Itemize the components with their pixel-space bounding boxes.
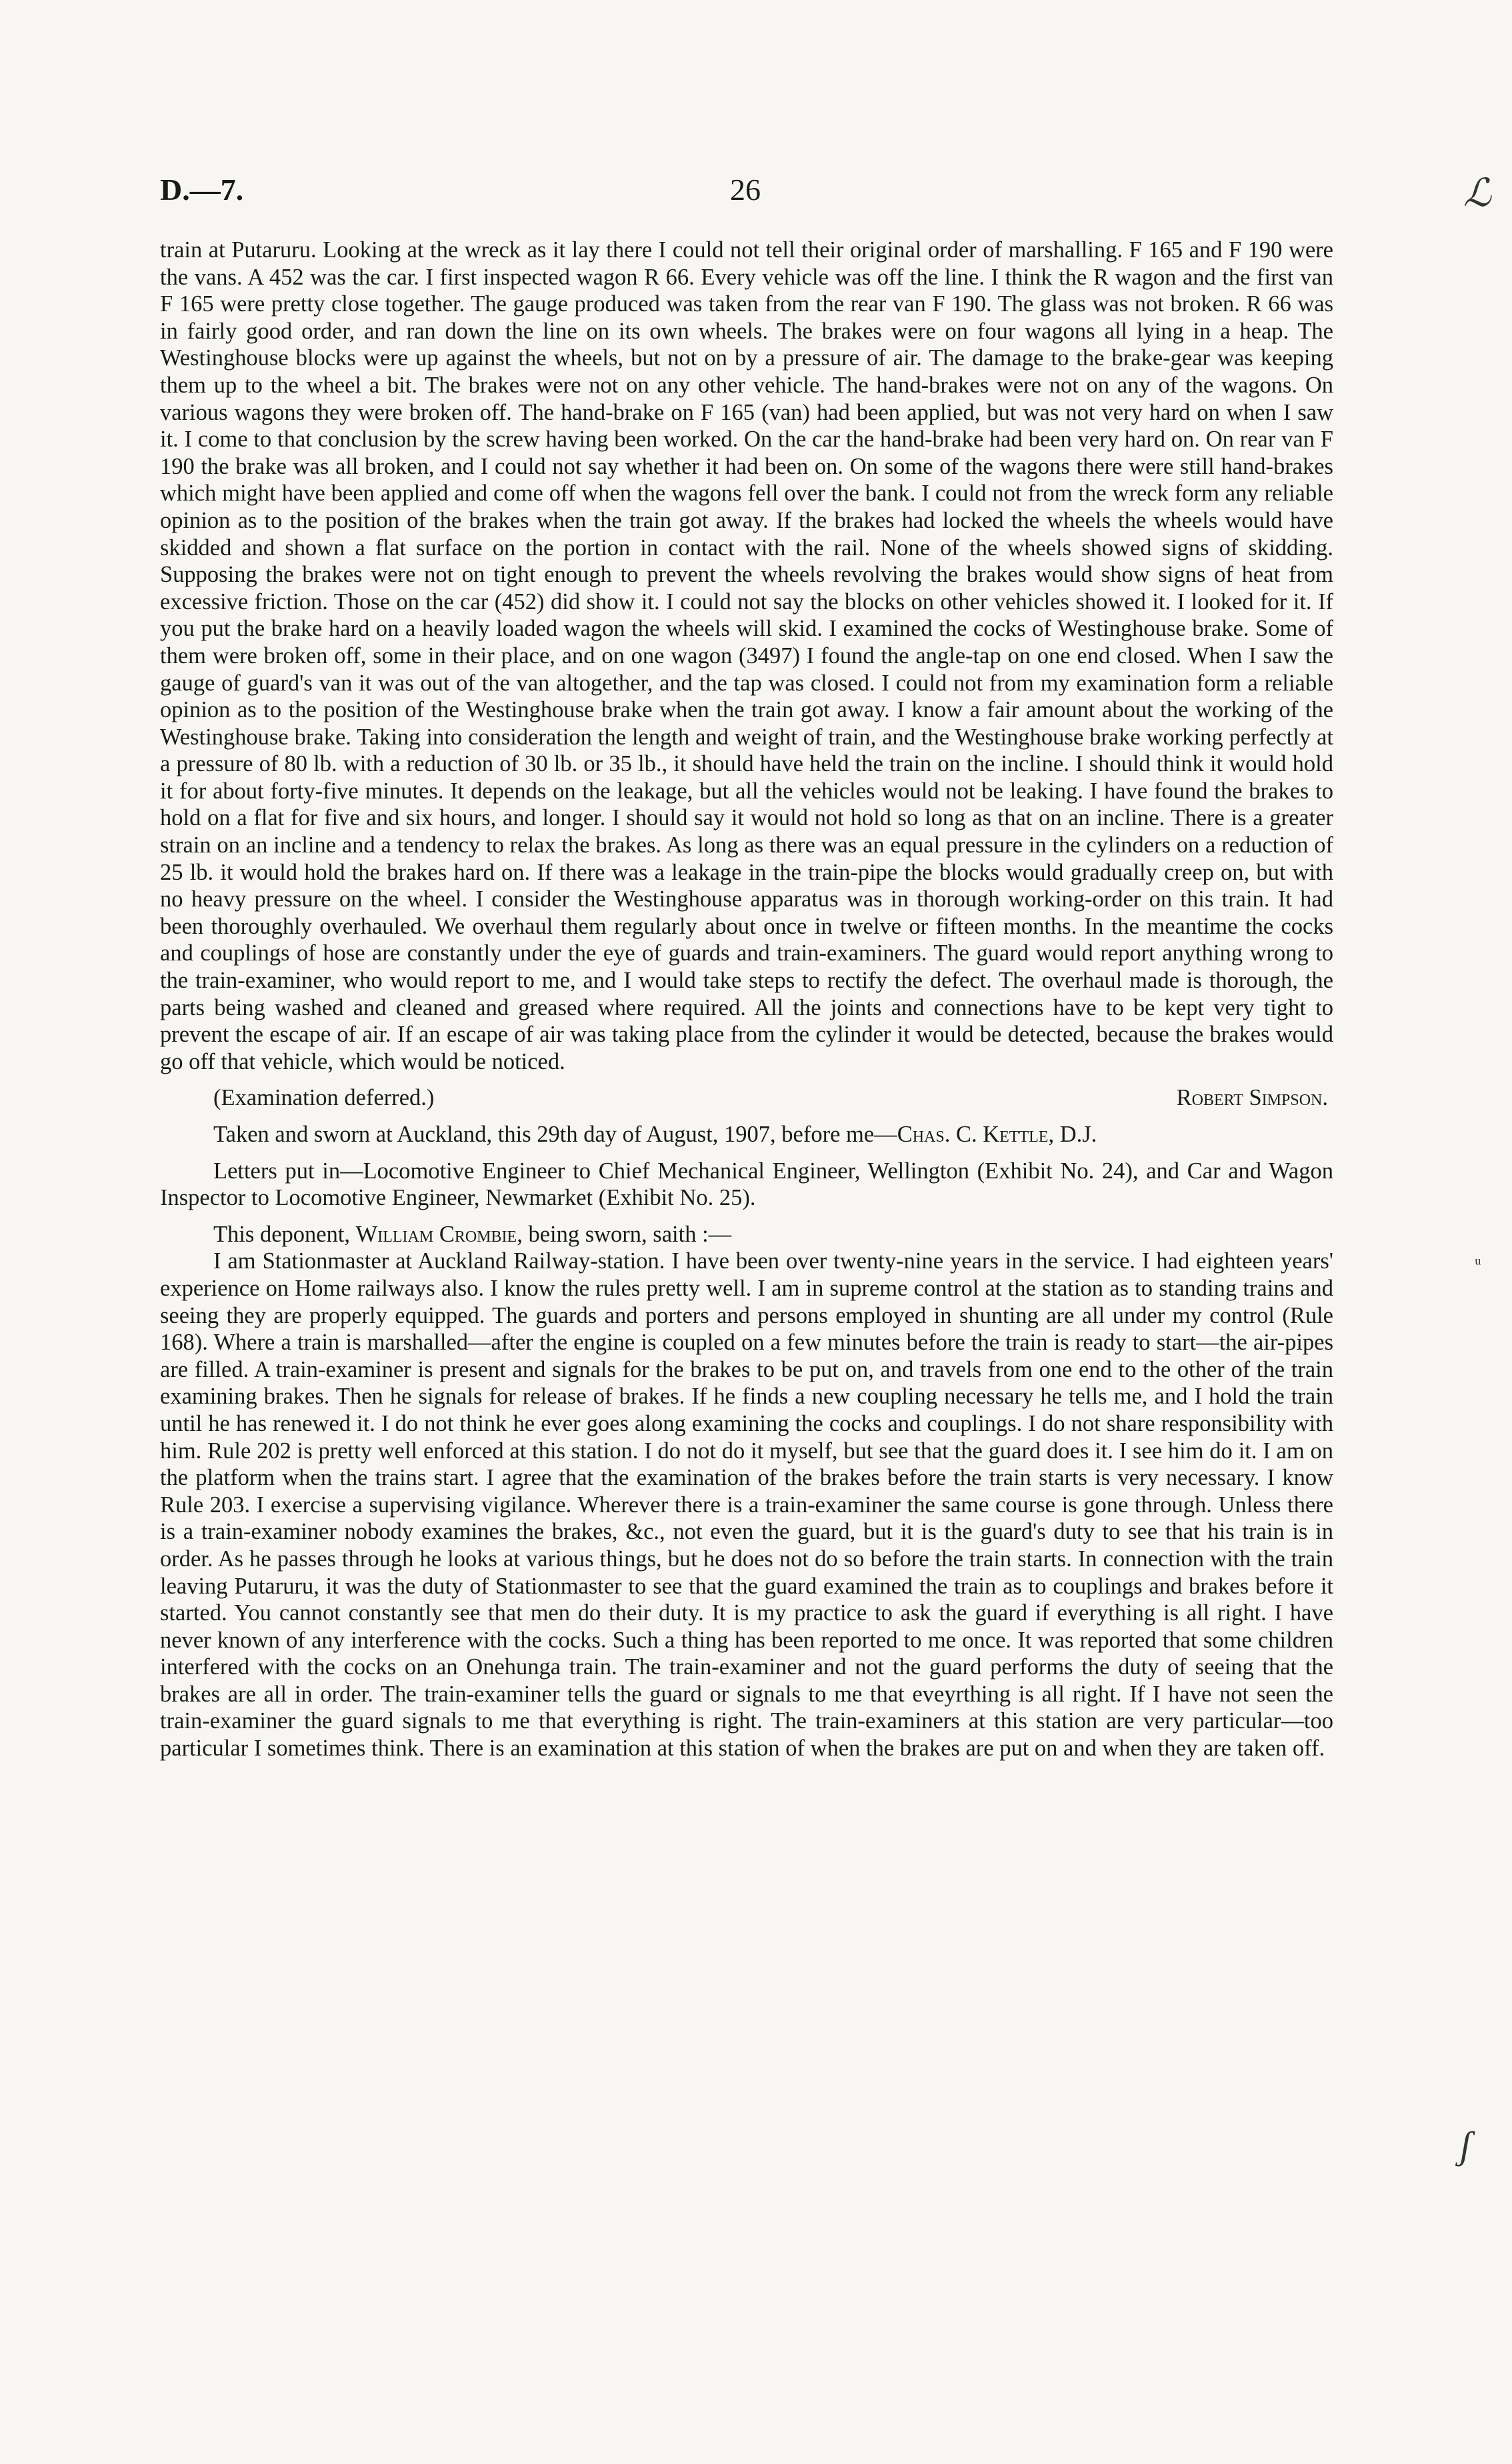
sworn-text: Taken and sworn at Auckland, this 29th day of August, 1907, before me— — [213, 1122, 897, 1147]
simpson-testimony: train at Putaruru. Looking at the wreck as it lay there I could not tell their original order of marshalling. F 165 and F 190 were the vans. A 452 was the car. I first inspected wagon R 66. Every vehicle was off the line. I think the R wagon and the first van F 165 were pretty close together. The gauge produced was taken from the rear van F 190. The glass was not broken. R 66 was in fairly good order, and ran down the line on its own wheels. The brakes were on four wagons all lying in a heap. The Westinghouse blocks were up against the wheels, but not on by a pressure of air. The damage to the brake-gear was keeping them up to the wheel a bit. The brakes were not on any other vehicle. The hand-brakes were not on any of the wagons. On various wagons they were broken off. The hand-brake on F 165 (van) had been applied, but was not very hard on when I saw it. I come to that conclusion by the screw having been worked. On the car the hand-brake had been very hard on. On rear van F 190 the brake was all broken, and I could not say whether it had been on. On some of the wagons there were still hand-brakes which might have been applied and come off when the wagons fell over the bank. I could not from the wreck form any reliable opinion as to the position of the brakes when the train got away. If the brakes had locked the wheels the wheels would have skidded and shown a flat surface on the portion in contact with the rail. None of the wheels showed signs of skidding. Supposing the brakes were not on tight enough to prevent the wheels revolving the brakes would show signs of heat from excessive friction. Those on the car (452) did show it. I could not say the blocks on other vehicles showed it. I looked for it. If you put the brake hard on a heavily loaded wagon the wheels will skid. I examined the cocks of Westinghouse brake. Some of them were broken off, some in their place, and on one wagon (3497) I found the angle-tap on one end closed. When I saw the gauge of guard's van it was out of the van altogether, and the tap was closed. I could not from my examination form a reliable opinion as to the position of the Westinghouse brake when the train got away. I know a fair amount about the working of the Westinghouse brake. Taking into consideration the length and weight of train, and the Westinghouse brake working perfectly at a pressure of 80 lb. with a reduction of 30 lb. or 35 lb., it should have held the train on the incline. I should think it would hold it for about forty-five minutes. It depends on the leakage, but all the vehicles would not be leaking. I have found the brakes to hold on a flat for five and six hours, and longer. I should say it would not hold so long as that on an incline. There is a greater strain on an incline and a tendency to relax the brakes. As long as there was an equal pressure in the cylinders on a reduction of 25 lb. it would hold the brakes hard on. If there was a leakage in the train-pipe the blocks would gradually creep on, but with no heavy pressure on the wheel. I consider the Westinghouse apparatus was in thorough working-order on this train. It had been thoroughly overhauled. We overhaul them regularly about once in twelve or fifteen months. In the meantime the cocks and couplings of hose are constantly under the eye of guards and train-examiners. The guard would report anything wrong to the train-examiner, who would report to me, and I would take steps to rectify the defect. The overhaul made is thorough, the parts being washed and cleaned and greased where required. All the joints and connections have to be kept very tight to prevent the escape of air. If an escape of air was taking place from the cylinder it would be detected, because the brakes would go off that vehicle, which would be noticed. — [160, 237, 1333, 1074]
sworn-statement — [160, 1121, 1333, 1148]
page-number: 26 — [730, 173, 761, 207]
handwritten-mark-top: ℒ — [1463, 171, 1491, 215]
handwritten-mark-lower: ʃ — [1460, 2123, 1471, 2167]
deponent-suffix: , being sworn, saith :— — [517, 1221, 732, 1247]
examination-note: (Examination deferred.) — [213, 1085, 435, 1111]
crombie-testimony: I am Stationmaster at Auckland Railway-station. I have been over twenty-nine years in the service. I had eighteen years' experience on Home railways also. I know the rules pretty well. I am in supreme control at the station as to standing trains and seeing they are properly equipped. The guards and porters and persons employed in shunting are all under my control (Rule 168). Where a train is marshalled—after the engine is coupled on a few minutes before the train is ready to start—the air-pipes are filled. A train-examiner is present and signals for the brakes to be put on, and travels from one end to the other of the train examining brakes. Then he signals for release of brakes. If he finds a new coupling necessary he tells me, and I hold the train until he has renewed it. I do not think he ever goes along examining the cocks and couplings. I do not share responsibility with him. Rule 202 is pretty well enforced at this station. I do not do it myself, but see that the guard does it. I see him do it. I am on the platform when the trains start. I agree that the examination of the brakes before the train starts is very necessary. I know Rule 203. I exercise a supervising vigilance. Wherever there is a train-examiner the same course is gone through. Unless there is a train-examiner nobody examines the brakes, &c., not even the guard, but it is the guard's duty to see that his train is in order. As he passes through he looks at various things, but he does not do so before the train starts. In connection with the train leaving Putaruru, it was the duty of Stationmaster to see that the guard examined the train as to couplings and brakes before it started. You cannot constantly see that men do their duty. It is my practice to ask the guard if everything is all right. I have never known of any interference with the cocks. Such a thing has been reported to me once. It was reported that some children interfered with the cocks on an Onehunga train. The train-examiner and not the guard performs the duty of seeing that the brakes are all in order. The train-examiner tells the guard or signals to me that eveyrthing is all right. If I have not seen the train-examiner the guard signals to me that everything is right. The train-examiners at this station are very particular—too particular I sometimes think. There is an examination at this station of when the brakes are put on and when they are taken off. — [160, 1248, 1333, 1762]
judge-name: Chas. C. Kettle — [897, 1122, 1049, 1147]
deponent-intro — [160, 1221, 1333, 1248]
deponent-name: William Crombie — [355, 1221, 517, 1247]
handwritten-mark-middle: ᵘ — [1475, 1253, 1481, 1275]
signature-line — [160, 1084, 1333, 1112]
document-body — [160, 237, 1333, 1762]
deponent-prefix: This deponent, — [213, 1221, 356, 1247]
document-reference: D.—7. — [160, 173, 244, 207]
page-header — [160, 172, 1333, 219]
letters-exhibits: Letters put in—Locomotive Engineer to Chief Mechanical Engineer, Wellington (Exhibit No. 24), and Car and Wagon Inspector to Locomotive Engineer, Newmarket (Exhibit No. 25). — [160, 1158, 1333, 1211]
deponent-signature: Robert Simpson. — [1176, 1085, 1328, 1111]
judge-title: , D.J. — [1048, 1122, 1097, 1147]
